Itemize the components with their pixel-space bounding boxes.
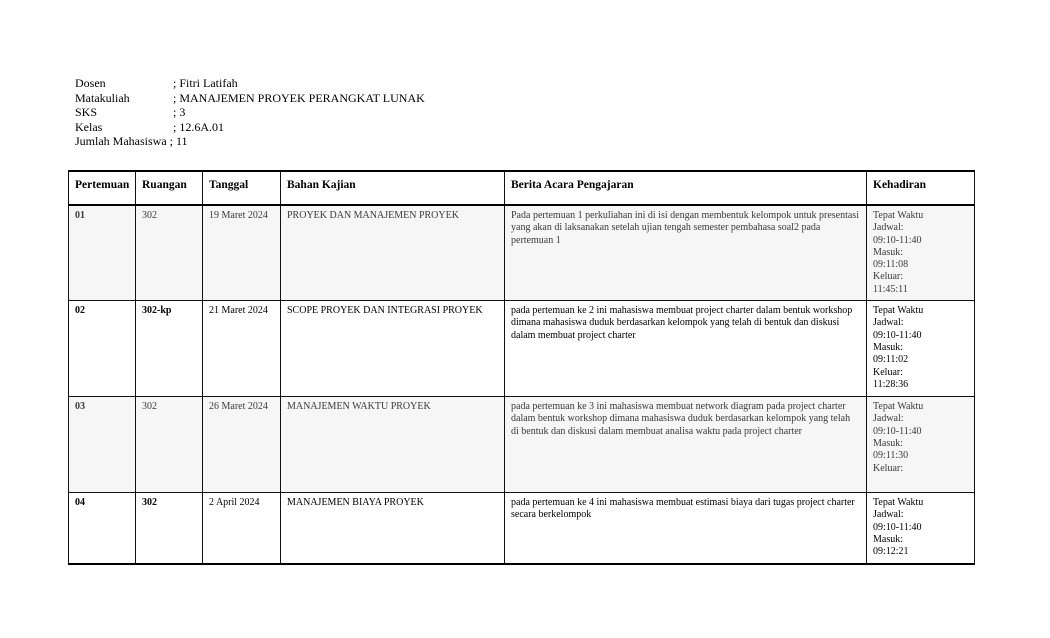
cell-tanggal: 2 April 2024 <box>203 493 281 565</box>
header-bahan-kajian: Bahan Kajian <box>281 171 505 205</box>
cell-pertemuan: 01 <box>69 205 136 301</box>
kehadiran-line: 09:11:08 <box>873 259 909 271</box>
kehadiran-status: Tepat Waktu <box>873 401 924 413</box>
cell-bahan-kajian: MANAJEMEN BIAYA PROYEK <box>281 493 505 565</box>
cell-berita-acara: pada pertemuan ke 4 ini mahasiswa membuat estimasi biaya dari tugas project charter secara berkelompok <box>505 493 867 565</box>
kehadiran-line: Keluar: <box>873 271 903 283</box>
header-pertemuan: Pertemuan <box>69 171 136 205</box>
header-berita-acara: Berita Acara Pengajaran <box>505 171 867 205</box>
cell-ruangan: 302-kp <box>136 301 203 397</box>
kehadiran-line: Masuk: <box>873 341 903 353</box>
cell-bahan-kajian: PROYEK DAN MANAJEMEN PROYEK <box>281 205 505 301</box>
kehadiran-line: Jadwal: <box>873 317 904 329</box>
info-value: ; 3 <box>173 105 186 120</box>
kehadiran-status: Tepat Waktu <box>873 305 924 317</box>
info-value: ; 11 <box>169 134 188 149</box>
kehadiran-status: Tepat Waktu <box>873 497 924 509</box>
kehadiran-status: Tepat Waktu <box>873 210 924 221</box>
course-info <box>75 76 425 149</box>
cell-bahan-kajian: SCOPE PROYEK DAN INTEGRASI PROYEK <box>281 301 505 397</box>
cell-pertemuan: 04 <box>69 493 136 565</box>
cell-ruangan: 302 <box>136 493 203 565</box>
kehadiran-line: 09:10-11:40 <box>873 521 922 533</box>
info-row-sks <box>75 105 425 120</box>
kehadiran-line: Jadwal: <box>873 222 904 234</box>
cell-tanggal: 21 Maret 2024 <box>203 301 281 397</box>
cell-kehadiran <box>867 205 975 301</box>
info-value: ; MANAJEMEN PROYEK PERANGKAT LUNAK <box>173 90 425 105</box>
kehadiran-line: 09:10-11:40 <box>873 425 922 437</box>
cell-kehadiran <box>867 301 975 397</box>
kehadiran-line: Jadwal: <box>873 509 904 521</box>
table-row <box>69 301 975 397</box>
cell-ruangan: 302 <box>136 205 203 301</box>
table-header-row <box>69 171 975 205</box>
table-row <box>69 205 975 301</box>
cell-tanggal: 19 Maret 2024 <box>203 205 281 301</box>
info-label: Jumlah Mahasiswa <box>75 134 167 149</box>
kehadiran-line: 09:12:21 <box>873 546 909 558</box>
cell-ruangan: 302 <box>136 397 203 493</box>
header-kehadiran: Kehadiran <box>867 171 975 205</box>
info-label: Kelas <box>75 119 103 134</box>
attendance-table <box>68 170 975 565</box>
info-value: ; Fitri Latifah <box>173 76 238 90</box>
kehadiran-line: Masuk: <box>873 437 903 449</box>
table-row <box>69 493 975 565</box>
kehadiran-line: 09:10-11:40 <box>873 234 922 246</box>
cell-berita-acara: Pada pertemuan 1 perkuliahan ini di isi dengan membentuk kelompok untuk presentasi yang akan di laksanakan setelah ujian tengah semester pembahasa soal2 pada pertemuan 1 <box>505 205 867 301</box>
kehadiran-line: 09:11:30 <box>873 450 909 462</box>
cell-kehadiran <box>867 493 975 565</box>
info-label: Dosen <box>75 76 106 90</box>
info-label: Matakuliah <box>75 90 130 105</box>
kehadiran-line: 11:28:36 <box>873 378 909 390</box>
kehadiran-line: Masuk: <box>873 246 903 258</box>
cell-berita-acara: pada pertemuan ke 3 ini mahasiswa membuat network diagram pada project charter dalam bentuk workshop dimana mahasiswa duduk berdasarkan kelompok yang telah di bentuk dan diskusi dalam membuat analisa waktu pada project charter <box>505 397 867 493</box>
info-row-kelas <box>75 120 425 135</box>
kehadiran-line: 09:11:02 <box>873 354 909 366</box>
cell-pertemuan: 03 <box>69 397 136 493</box>
kehadiran-line: Jadwal: <box>873 413 904 425</box>
info-row-matakuliah <box>75 91 425 106</box>
kehadiran-line: Keluar: <box>873 462 903 474</box>
header-ruangan: Ruangan <box>136 171 203 205</box>
table-row <box>69 397 975 493</box>
info-row-dosen <box>75 76 425 91</box>
kehadiran-line: 09:10-11:40 <box>873 329 922 341</box>
cell-berita-acara: pada pertemuan ke 2 ini mahasiswa membuat project charter dalam bentuk workshop dimana mahasiswa duduk berdasarkan kelompok yang telah di bentuk dan diskusi dalam membuat project charter <box>505 301 867 397</box>
cell-kehadiran <box>867 397 975 493</box>
kehadiran-line: Masuk: <box>873 533 903 545</box>
kehadiran-line: Keluar: <box>873 366 903 378</box>
info-label: SKS <box>75 105 98 120</box>
info-value: ; 12.6A.01 <box>173 119 224 134</box>
cell-bahan-kajian: MANAJEMEN WAKTU PROYEK <box>281 397 505 493</box>
info-row-jumlah-mahasiswa <box>75 134 425 149</box>
kehadiran-line: 11:45:11 <box>873 283 908 295</box>
cell-pertemuan: 02 <box>69 301 136 397</box>
cell-tanggal: 26 Maret 2024 <box>203 397 281 493</box>
header-tanggal: Tanggal <box>203 171 281 205</box>
